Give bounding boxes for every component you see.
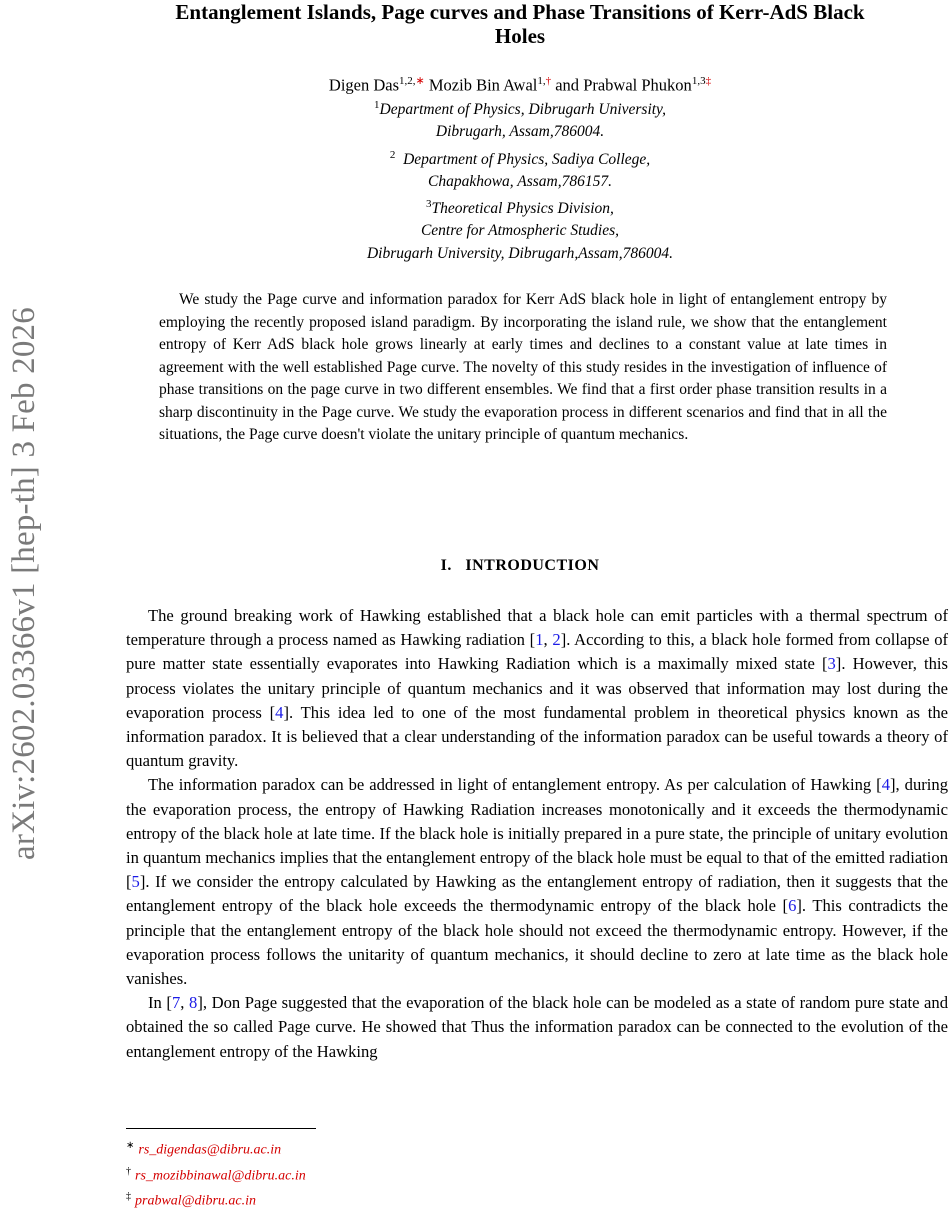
author-email-link[interactable]: rs_digendas@dibru.ac.in	[138, 1142, 282, 1158]
citation-link[interactable]: 1	[535, 630, 544, 650]
section-number: I.	[440, 557, 452, 574]
title-line-2: Holes	[494, 24, 546, 48]
footnote	[126, 1161, 306, 1187]
author-conjunction: and	[555, 75, 580, 95]
affiliation-line: Chapakhowa, Assam,786157.	[427, 172, 612, 190]
affiliation-sup: 3	[426, 198, 432, 211]
paragraph-text: ], Don Page suggested that the evaporation of the black hole can be modeled as a state of random pure state and obtained the so called Page curve. He showed that Thus the information paradox can be connected to the evolution of the entanglement entropy of the Hawking	[126, 993, 949, 1061]
paragraph-text: ]. According to this, a black hole formed from collapse of pure matter state essentially evaporates into Hawking Radiation which is a maximally mixed state [	[126, 630, 949, 674]
affiliation-line: Centre for Atmospheric Studies,	[420, 222, 620, 240]
abstract	[159, 289, 887, 447]
paragraph-text: The information paradox can be addressed in light of entanglement entropy. As per calculation of Hawking [	[148, 775, 882, 795]
paragraph-text: ,	[180, 993, 190, 1013]
author-name: Mozib Bin Awal	[428, 75, 538, 95]
affiliation-line: Dibrugarh University, Dibrugarh,Assam,786004.	[366, 244, 673, 262]
paragraph	[126, 604, 948, 773]
affiliation-line	[130, 144, 910, 171]
author-footnote-mark[interactable]: †	[545, 75, 552, 87]
citation-link[interactable]: 5	[131, 872, 140, 892]
author-footnote-mark[interactable]: ‡	[705, 75, 712, 87]
footnote-mark: †	[126, 1165, 131, 1177]
affiliation-sup: 1	[374, 99, 380, 111]
author-affil-sup: 1,3	[691, 75, 706, 87]
paragraph-text: ]. If we consider the entropy calculated by Hawking as the entanglement entropy of radiation, then it suggests that the entanglement entropy of the black hole exceeds the thermodynamic entropy of the black hole [	[126, 872, 948, 916]
paragraph	[126, 773, 948, 991]
section-title: INTRODUCTION	[465, 557, 600, 574]
affiliation-line	[130, 94, 910, 121]
author-footnote-mark[interactable]: ∗	[415, 75, 425, 87]
citation-link[interactable]: 2	[552, 630, 561, 650]
affiliation-line: Dibrugarh, Assam,786004.	[435, 123, 605, 141]
affiliation-text: Theoretical Physics Division,	[431, 200, 614, 218]
author-affil-sup: 1,2,	[399, 75, 416, 87]
author-name: Digen Das	[328, 75, 400, 95]
citation-link[interactable]: 4	[275, 702, 284, 722]
affiliation-sup: 2	[389, 148, 396, 161]
author-name: Prabwal Phukon	[583, 75, 692, 95]
footnotes	[126, 1135, 306, 1212]
arxiv-identifier[interactable]: arXiv:2602.03366v1 [hep-th] 3 Feb 2026	[6, 307, 42, 860]
paragraph-text: In [	[148, 993, 172, 1013]
author-email-link[interactable]: prabwal@dibru.ac.in	[135, 1193, 256, 1209]
footnote-divider	[126, 1128, 316, 1129]
citation-link[interactable]: 8	[189, 993, 198, 1013]
footnote	[126, 1135, 306, 1161]
citation-link[interactable]: 3	[827, 654, 836, 674]
paragraph-text: ], during the evaporation process, the entropy of Hawking Radiation increases monotonically and it exceeds the thermodynamic entropy of the black hole at late time. If the black hole is initially prepared in a pure state, the principle of unitary evolution in quantum mechanics implies that the entanglement entropy of the black hole must be equal to that of the emitted radiation [	[126, 775, 948, 892]
citation-link[interactable]: 7	[171, 993, 181, 1013]
author-list	[130, 70, 910, 97]
title-line-1: Entanglement Islands, Page curves and Phase Transitions of Kerr-AdS Black	[175, 0, 865, 24]
affiliations	[130, 94, 910, 265]
paper-title	[90, 0, 949, 48]
paragraph-text: ]. This contradicts the principle that the entanglement entropy of the black hole should not exceed the thermodynamic entropy. However, if the evaporation process follows the unitarity of quantum mechanics, it should decline to zero at late time as the black hole vanishes.	[126, 896, 948, 989]
paragraph	[126, 991, 948, 1064]
abstract-text: We study the Page curve and information paradox for Kerr AdS black hole in light of entanglement entropy by employing the recently proposed island paradigm. By incorporating the island rule, we show that the entanglement entropy of Kerr AdS black hole grows linearly at early times and declines to a constant value at late times in agreement with the well established Page curve. The novelty of this study resides in the investigation of influence of phase transitions on the page curve in two different ensembles. We find that a first order phase transition results in a sharp discontinuity in the Page curve. We study the evaporation process in different scenarios and find that in all the situations, the Page curve doesn't violate the unitary principle of quantum mechanics.	[159, 291, 887, 443]
author-affil-sup: 1,	[537, 75, 546, 87]
affiliation-line	[130, 193, 910, 220]
paragraph-text: The ground breaking work of Hawking established that a black hole can emit particles with a thermal spectrum of temperature through a process named as Hawking radiation [	[126, 606, 948, 650]
paragraph-text: ]. However, this process violates the unitary principle of quantum mechanics and it was observed that information may lost during the evaporation process [	[126, 654, 948, 722]
footnote-mark: ∗	[126, 1140, 135, 1151]
affiliation-text: Department of Physics, Dibrugarh University,	[379, 101, 666, 119]
paragraph-text: ]. This idea led to one of the most fundamental problem in theoretical physics known as the information paradox. It is believed that a clear understanding of the information paradox can be useful towards a theory of quantum gravity.	[126, 702, 948, 771]
citation-link[interactable]: 4	[881, 775, 890, 795]
footnote	[126, 1186, 306, 1212]
affiliation-text: Department of Physics, Sadiya College,	[403, 150, 651, 168]
introduction-body	[126, 604, 948, 1064]
footnote-mark: ‡	[126, 1191, 131, 1203]
paragraph-text: ,	[543, 630, 553, 650]
citation-link[interactable]: 6	[788, 896, 797, 916]
section-heading	[0, 557, 949, 575]
author-email-link[interactable]: rs_mozibbinawal@dibru.ac.in	[135, 1168, 306, 1184]
